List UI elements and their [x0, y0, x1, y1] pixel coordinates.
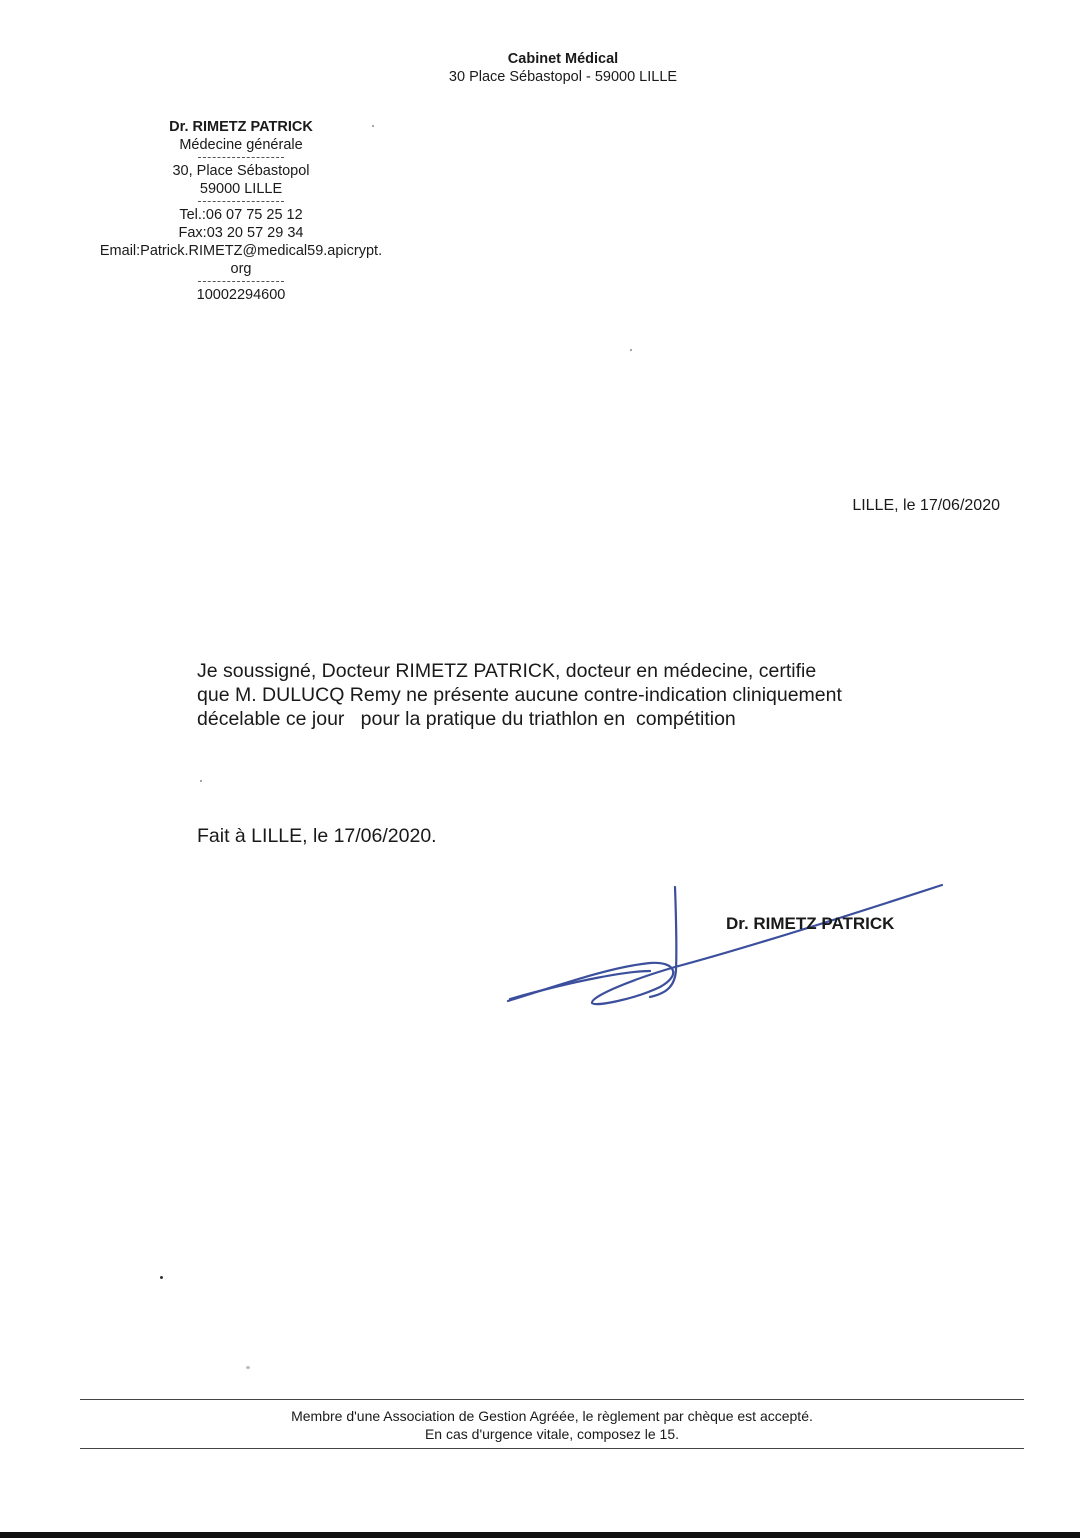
scan-speck	[372, 125, 374, 127]
doctor-rpps-number: 10002294600	[196, 287, 286, 303]
doctor-fax: Fax:03 20 57 29 34	[178, 225, 304, 241]
signer-name: Dr. RIMETZ PATRICK	[726, 914, 895, 933]
scan-speck	[200, 780, 202, 782]
dashed-separator	[198, 157, 284, 158]
cabinet-address: 30 Place Sébastopol - 59000 LILLE	[448, 69, 678, 85]
letter-date: LILLE, le 17/06/2020	[852, 497, 1000, 514]
dashed-separator	[198, 201, 284, 202]
doctor-specialty: Médecine générale	[179, 137, 303, 153]
certificate-line-1: Je soussigné, Docteur RIMETZ PATRICK, docteur en médecine, certifie	[197, 660, 817, 682]
cabinet-title: Cabinet Médical	[507, 51, 619, 67]
footer-notice	[80, 1407, 1024, 1443]
handwritten-signature	[500, 875, 960, 1025]
doctor-tel: Tel.:06 07 75 25 12	[179, 207, 303, 223]
doctor-name: Dr. RIMETZ PATRICK	[169, 119, 313, 135]
footer-top-rule	[80, 1399, 1024, 1400]
scan-speck	[630, 349, 632, 351]
scan-bottom-edge	[0, 1532, 1080, 1538]
place-date-signature-line: Fait à LILLE, le 17/06/2020.	[197, 825, 437, 847]
doctor-email-line1: Email:Patrick.RIMETZ@medical59.apicrypt.	[99, 243, 383, 259]
doctor-street: 30, Place Sébastopol	[172, 163, 310, 179]
cabinet-header	[380, 50, 746, 86]
certificate-body	[197, 659, 937, 731]
certificate-line-2: que M. DULUCQ Remy ne présente aucune contre-indication cliniquement	[197, 684, 842, 706]
doctor-email-line2: org	[230, 261, 252, 277]
scan-speck	[160, 1276, 163, 1279]
footer-line-2: En cas d'urgence vitale, composez le 15.	[424, 1426, 680, 1442]
footer-line-1: Membre d'une Association de Gestion Agréée, le règlement par chèque est accepté.	[291, 1408, 813, 1424]
scan-speck	[246, 1366, 250, 1369]
doctor-city: 59000 LILLE	[199, 181, 283, 197]
certificate-line-3: décelable ce jour pour la pratique du triathlon en compétition	[197, 708, 736, 730]
footer-bottom-rule	[80, 1448, 1024, 1449]
doctor-letterhead	[70, 118, 412, 304]
dashed-separator	[198, 281, 284, 282]
